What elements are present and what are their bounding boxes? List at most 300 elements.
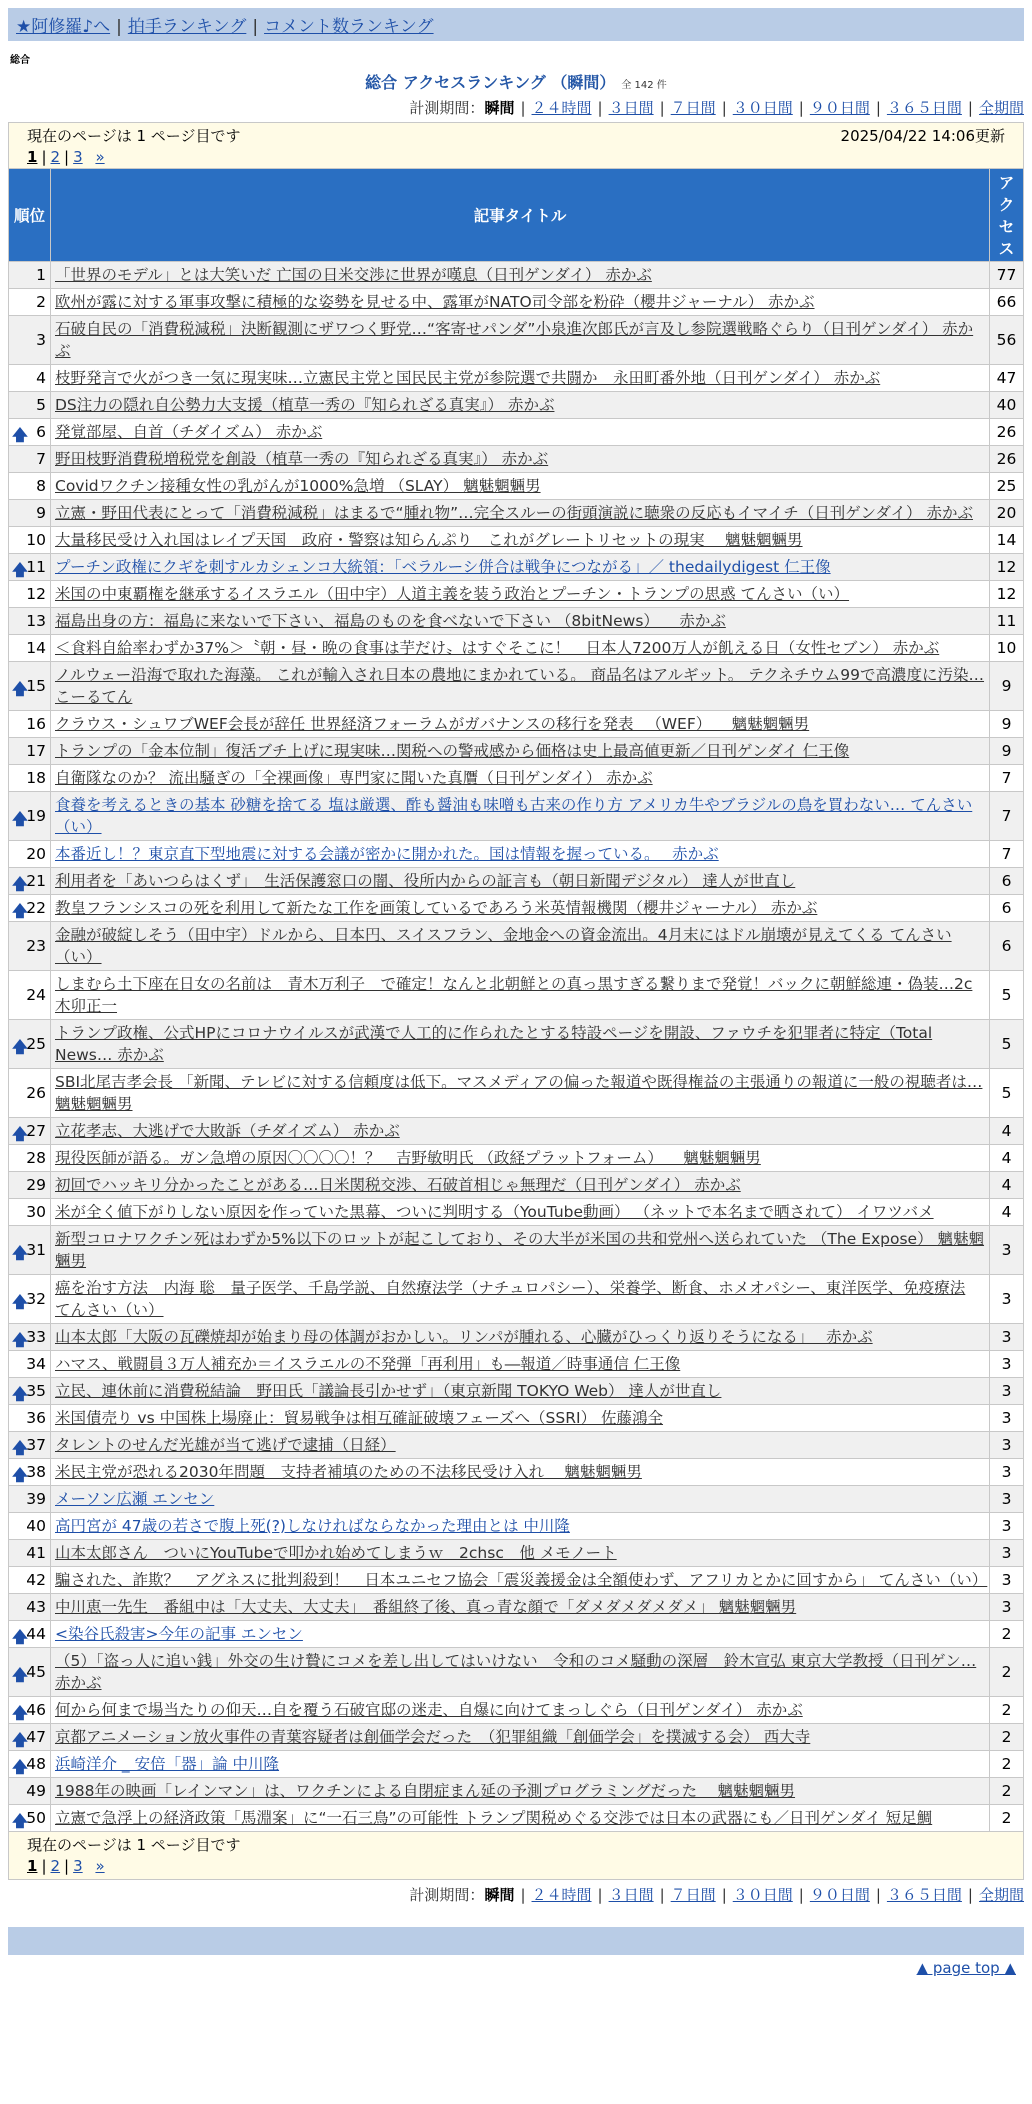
title-cell	[51, 1226, 990, 1275]
total-count: 全 142 件	[621, 80, 667, 91]
pager-spacer	[87, 1857, 92, 1875]
rank-number: 33	[26, 1328, 46, 1346]
table-row	[9, 711, 1024, 738]
title-cell	[51, 1459, 990, 1486]
table-row	[9, 662, 1024, 711]
table-row	[9, 922, 1024, 971]
rank-cell	[9, 792, 51, 841]
article-title-link[interactable]: 浜崎洋介 _ 安倍「器」論 中川隆	[55, 1755, 280, 1773]
article-title-link[interactable]: 騙された、詐欺？ アグネスに批判殺到！ 日本ユニセフ協会「震災義援金は全額使わず、アフリカとかに回すから」 てんさい（い）	[55, 1571, 988, 1589]
rank-cell	[9, 1594, 51, 1621]
rank-number: 40	[26, 1517, 46, 1535]
table-row	[9, 1621, 1024, 1648]
rank-number: 11	[26, 558, 46, 576]
article-title-link[interactable]: 何から何まで場当たりの仰天…自を覆う石破官邸の迷走、自爆に向けてまっしぐら（日刊ゲンダイ） 赤かぶ	[55, 1701, 803, 1719]
page-top-area	[8, 1955, 1024, 1981]
title-cell	[51, 554, 990, 581]
rank-number: 26	[26, 1084, 46, 1102]
title-cell	[51, 922, 990, 971]
pager-link[interactable]: 3	[73, 148, 83, 166]
title-cell	[51, 971, 990, 1020]
period-link[interactable]: ３０日間	[732, 1886, 793, 1904]
period-link[interactable]: 全期間	[978, 1886, 1024, 1904]
rank-number: 9	[36, 504, 46, 522]
table-row	[9, 792, 1024, 841]
table-row	[9, 316, 1024, 365]
rank-cell	[9, 1405, 51, 1432]
table-row	[9, 1324, 1024, 1351]
article-title-link[interactable]: 大量移民受け入れ国はレイプ天国 政府・警察は知らんぷり これがグレートリセットの現実 魑魅魍魎男	[55, 531, 803, 549]
rank-cell	[9, 1069, 51, 1118]
title-cell	[51, 711, 990, 738]
up-arrow-icon: 🡅	[12, 426, 28, 444]
article-title-link[interactable]: 初回でハッキリ分かったことがある…日米関税交渉、石破首相じゃ無理だ（日刊ゲンダイ） 赤かぶ	[55, 1176, 741, 1194]
title-cell	[51, 500, 990, 527]
title-cell	[51, 473, 990, 500]
rank-cell	[9, 1778, 51, 1805]
title-header: 記事タイトル	[51, 169, 990, 262]
footer-page-info-bar	[8, 1832, 1024, 1880]
access-count: 20	[990, 500, 1024, 527]
pager-current: 1	[27, 1857, 38, 1875]
pager-spacer	[87, 148, 92, 166]
rank-number: 2	[36, 293, 46, 311]
title-cell	[51, 1020, 990, 1069]
rank-number: 37	[26, 1436, 46, 1454]
article-title-link[interactable]: 立花孝志、大逃げで大敗訴（チダイズム） 赤かぶ	[55, 1122, 400, 1140]
up-arrow-icon: 🡅	[12, 1666, 28, 1684]
title-cell	[51, 608, 990, 635]
access-count: 6	[990, 868, 1024, 895]
article-title-link[interactable]: DS注力の隠れ自公勢力大支援（植草一秀の『知られざる真実』） 赤かぶ	[55, 396, 555, 414]
rank-cell	[9, 1486, 51, 1513]
article-title-link[interactable]: Covidワクチン接種女性の乳がんが1000%急増 （SLAY） 魑魅魍魎男	[55, 477, 541, 495]
up-arrow-icon: 🡅	[12, 1244, 28, 1262]
table-row	[9, 446, 1024, 473]
period-current: 瞬間	[484, 99, 515, 117]
article-title-link[interactable]: 米民主党が恐れる2030年問題 支持者補填のための不法移民受け入れ 魑魅魍魎男	[55, 1463, 642, 1481]
article-title-link[interactable]: 発覚部屋、自首（チダイズム） 赤かぶ	[55, 423, 323, 441]
title-cell	[51, 738, 990, 765]
rank-number: 24	[26, 986, 46, 1004]
title-cell	[51, 289, 990, 316]
bottom-band	[8, 1927, 1024, 1955]
table-row	[9, 738, 1024, 765]
access-count: 9	[990, 662, 1024, 711]
title-cell	[51, 446, 990, 473]
table-row	[9, 1513, 1024, 1540]
access-count: 3	[990, 1513, 1024, 1540]
period-link[interactable]: ３日間	[608, 1886, 654, 1904]
article-title-link[interactable]: トランプ政権、公式HPにコロナウイルスが武漢で人工的に作られたとする特設ページを開設、ファウチを犯罪者に特定（Total News… 赤かぶ	[55, 1024, 933, 1064]
article-title-link[interactable]: 本番近し！？東京直下型地震に対する会議が密かに開かれた。国は情報を握っている。 赤かぶ	[55, 845, 719, 863]
period-separator: |	[659, 99, 665, 117]
article-title-link[interactable]: メーソン広瀬 エンセン	[55, 1490, 215, 1508]
table-row	[9, 895, 1024, 922]
access-count: 12	[990, 554, 1024, 581]
access-count: 3	[990, 1351, 1024, 1378]
table-row	[9, 841, 1024, 868]
access-count: 5	[990, 1069, 1024, 1118]
article-title-link[interactable]: タレントのせんだ光雄が当て逃げで逮捕（日経）	[55, 1436, 396, 1454]
access-count: 3	[990, 1324, 1024, 1351]
article-title-link[interactable]: 現役医師が語る。ガン急増の原因〇〇〇〇！？ 吉野敏明氏 （政経プラットフォーム） 魑魅魍魎男	[55, 1149, 761, 1167]
article-title-link[interactable]: 中川恵一先生 番組中は「大丈夫、大丈夫」 番組終了後、真っ青な顔で「ダメダメダメダメ」 魑魅魍魎男	[55, 1598, 797, 1616]
period-separator: |	[659, 1886, 665, 1904]
article-title-link[interactable]: 1988年の映画「レインマン」は、ワクチンによる自閉症まん延の予測プログラミングだった 魑魅魍魎男	[55, 1782, 796, 1800]
article-title-link[interactable]: 欧州が露に対する軍事攻撃に積極的な姿勢を見せる中、露軍がNATO司令部を粉砕（櫻井ジャーナル） 赤かぶ	[55, 293, 815, 311]
rank-cell	[9, 868, 51, 895]
rank-number: 19	[26, 807, 46, 825]
period-link[interactable]: ３日間	[608, 99, 654, 117]
table-row	[9, 554, 1024, 581]
title-cell	[51, 581, 990, 608]
table-row	[9, 1751, 1024, 1778]
period-link[interactable]: ３６５日間	[886, 1886, 962, 1904]
access-count: 26	[990, 446, 1024, 473]
rank-cell	[9, 316, 51, 365]
period-link[interactable]: ３６５日間	[886, 99, 962, 117]
access-count: 2	[990, 1805, 1024, 1832]
period-separator: |	[721, 99, 727, 117]
access-count: 26	[990, 419, 1024, 446]
access-count: 6	[990, 922, 1024, 971]
article-title-link[interactable]: ハマス、戦闘員３万人補充か＝イスラエルの不発弾「再利用」も―報道／時事通信 仁王像	[55, 1355, 681, 1373]
access-count: 5	[990, 1020, 1024, 1069]
access-count: 56	[990, 316, 1024, 365]
table-row	[9, 1069, 1024, 1118]
article-title-link[interactable]: 高円宮が 47歳の若さで腹上死(?)しなければならなかった理由とは 中川隆	[55, 1517, 570, 1535]
period-selector	[8, 97, 1024, 118]
rank-number: 31	[26, 1241, 46, 1259]
table-row	[9, 419, 1024, 446]
rank-cell	[9, 500, 51, 527]
rank-number: 46	[26, 1701, 46, 1719]
rank-cell	[9, 1432, 51, 1459]
title-cell	[51, 868, 990, 895]
rank-number: 4	[36, 369, 46, 387]
period-separator: |	[520, 99, 526, 117]
period-label: 計測期間：	[409, 99, 485, 117]
period-separator: |	[721, 1886, 727, 1904]
article-title-link[interactable]: 「世界のモデル」とは大笑いだ 亡国の日米交渉に世界が嘆息（日刊ゲンダイ） 赤かぶ	[55, 266, 652, 284]
up-arrow-icon: 🡅	[12, 810, 28, 828]
title-cell	[51, 419, 990, 446]
title-cell	[51, 765, 990, 792]
footer-period-selector	[8, 1884, 1024, 1905]
title-cell	[51, 1751, 990, 1778]
rank-cell	[9, 1172, 51, 1199]
rank-number: 30	[26, 1203, 46, 1221]
rank-cell	[9, 738, 51, 765]
period-link[interactable]: ７日間	[670, 1886, 716, 1904]
table-row	[9, 1378, 1024, 1405]
title-cell	[51, 1118, 990, 1145]
rank-number: 16	[26, 715, 46, 733]
pager-separator: |	[41, 1857, 47, 1875]
up-arrow-icon: 🡅	[12, 1385, 28, 1403]
pager-next-link[interactable]: »	[95, 148, 105, 166]
access-count: 5	[990, 971, 1024, 1020]
nav-separator: |	[116, 17, 122, 37]
rank-number: 15	[26, 677, 46, 695]
applause-ranking-link[interactable]: 拍手ランキング	[127, 17, 247, 37]
access-count: 12	[990, 581, 1024, 608]
access-count: 3	[990, 1486, 1024, 1513]
rank-cell	[9, 1724, 51, 1751]
article-title-link[interactable]: 石破自民の「消費税減税」決断観測にザワつく野党…“客寄せパンダ”小泉進次郎氏が言及し参院選戦略ぐらり（日刊ゲンダイ） 赤かぶ	[55, 320, 974, 360]
rank-number: 12	[26, 585, 46, 603]
title-cell	[51, 1378, 990, 1405]
comment-ranking-link[interactable]: コメント数ランキング	[264, 17, 434, 37]
rank-number: 6	[36, 423, 46, 441]
title-cell	[51, 895, 990, 922]
rank-cell	[9, 392, 51, 419]
title-cell	[51, 1069, 990, 1118]
rank-cell	[9, 1621, 51, 1648]
title-cell	[51, 1567, 990, 1594]
article-title-link[interactable]: ノルウェー沿海で取れた海藻。 これが輸入され日本の農地にまかれている。 商品名はアルギット。 テクネチウム99で高濃度に汚染… こーるてん	[55, 666, 985, 706]
article-title-link[interactable]: 利用者を「あいつらはくず」 生活保護窓口の闇、役所内からの証言も（朝日新聞デジタル） 達人が世直し	[55, 872, 796, 890]
rank-cell	[9, 1648, 51, 1697]
article-title-link[interactable]: 食養を考えるときの基本 砂糖を捨てる 塩は厳選、酢も醤油も味噌も古来の作り方 アメリカ牛やブラジルの鳥を買わない… てんさい（い）	[55, 796, 973, 836]
period-separator: |	[520, 1886, 526, 1904]
rank-cell	[9, 1751, 51, 1778]
rank-number: 27	[26, 1122, 46, 1140]
pager-link[interactable]: 2	[50, 1857, 61, 1875]
rank-cell	[9, 473, 51, 500]
up-arrow-icon: 🡅	[12, 1466, 28, 1484]
updated-time: 2025/04/22 14:06更新	[840, 127, 1005, 145]
article-title-link[interactable]: <染谷氏殺害>今年の記事 エンセン	[55, 1625, 303, 1643]
access-count: 7	[990, 841, 1024, 868]
table-row	[9, 1540, 1024, 1567]
period-current: 瞬間	[484, 1886, 515, 1904]
table-row	[9, 1697, 1024, 1724]
article-title-link[interactable]: 京都アニメーション放火事件の青葉容疑者は創価学会だった （犯罪組織「創価学会」を撲滅する会） 西大寺	[55, 1728, 811, 1746]
period-link[interactable]: ２４時間	[531, 99, 592, 117]
title-cell	[51, 262, 990, 289]
table-row	[9, 1226, 1024, 1275]
period-link[interactable]: 全期間	[978, 99, 1024, 117]
rank-cell	[9, 1226, 51, 1275]
rank-cell	[9, 262, 51, 289]
table-row	[9, 527, 1024, 554]
table-row	[9, 262, 1024, 289]
period-link[interactable]: ９０日間	[809, 1886, 870, 1904]
article-title-link[interactable]: 立憲で急浮上の経済政策「馬淵案」に“一石三鳥”の可能性 トランプ関税めぐる交渉では日本の武器にも／日刊ゲンダイ 短足鯛	[55, 1809, 933, 1827]
access-count: 4	[990, 1145, 1024, 1172]
page-top-link[interactable]: ▲ page top ▲	[916, 1959, 1016, 1977]
title-cell	[51, 662, 990, 711]
rank-cell	[9, 1540, 51, 1567]
table-row	[9, 1648, 1024, 1697]
article-title-link[interactable]: 立憲・野田代表にとって「消費税減税」はまるで“腫れ物”…完全スルーの街頭演説に聴衆の反応もイマイチ（日刊ゲンダイ） 赤かぶ	[55, 504, 973, 522]
access-count: 14	[990, 527, 1024, 554]
access-count: 3	[990, 1540, 1024, 1567]
table-row	[9, 473, 1024, 500]
period-separator: |	[967, 99, 973, 117]
article-title-link[interactable]: 米国債売り vs 中国株上場廃止：貿易戦争は相互確証破壊フェーズへ（SSRI） 佐藤鴻全	[55, 1409, 664, 1427]
article-title-link[interactable]: 枝野発言で火がつき一気に現実味…立憲民主党と国民民主党が参院選で共闘か 永田町番外地（日刊ゲンダイ） 赤かぶ	[55, 369, 881, 387]
access-header: アクセス	[990, 169, 1024, 262]
top-navigation	[8, 8, 1024, 41]
table-row	[9, 1145, 1024, 1172]
pager-link[interactable]: 2	[50, 148, 61, 166]
article-title-link[interactable]: 癌を治す方法 内海 聡 量子医学、千島学説、自然療法学（ナチュロパシー）、栄養学、断食、ホメオパシー、東洋医学、免疫療法 てんさい（い）	[55, 1279, 966, 1319]
rank-number: 14	[26, 639, 46, 657]
table-row	[9, 1594, 1024, 1621]
access-count: 9	[990, 738, 1024, 765]
rank-cell	[9, 608, 51, 635]
access-count: 2	[990, 1697, 1024, 1724]
pager-link[interactable]: 3	[73, 1857, 83, 1875]
access-count: 3	[990, 1275, 1024, 1324]
article-title-link[interactable]: 立民、連休前に消費税結論 野田氏「議論長引かせず」（東京新聞 TOKYO Web） 達人が世直し	[55, 1382, 722, 1400]
up-arrow-icon: 🡅	[12, 1731, 28, 1749]
access-count: 4	[990, 1118, 1024, 1145]
table-row	[9, 1199, 1024, 1226]
period-link[interactable]: ３０日間	[732, 99, 793, 117]
rank-number: 18	[26, 769, 46, 787]
title-cell	[51, 1805, 990, 1832]
title-cell	[51, 527, 990, 554]
rank-number: 28	[26, 1149, 46, 1167]
rank-cell	[9, 527, 51, 554]
access-count: 47	[990, 365, 1024, 392]
access-count: 77	[990, 262, 1024, 289]
rank-cell	[9, 711, 51, 738]
table-row	[9, 1724, 1024, 1751]
table-row	[9, 971, 1024, 1020]
pager-next-link[interactable]: »	[95, 1857, 105, 1875]
title-cell	[51, 1199, 990, 1226]
article-title-link[interactable]: 新型コロナワクチン死はわずか5%以下のロットが起こしており、その大半が米国の共和党州へ送られていた （The Expose） 魑魅魍魎男	[55, 1230, 985, 1270]
up-arrow-icon: 🡅	[12, 1758, 28, 1776]
rank-number: 43	[26, 1598, 46, 1616]
rank-cell	[9, 289, 51, 316]
title-cell	[51, 1486, 990, 1513]
rank-number: 47	[26, 1728, 46, 1746]
table-row	[9, 1020, 1024, 1069]
access-count: 2	[990, 1751, 1024, 1778]
access-count: 3	[990, 1594, 1024, 1621]
access-count: 2	[990, 1648, 1024, 1697]
up-arrow-icon: 🡅	[12, 1812, 28, 1830]
article-title-link[interactable]: 野田枝野消費税増税党を創設（植草一秀の『知られざる真実』） 赤かぶ	[55, 450, 549, 468]
rank-cell	[9, 1145, 51, 1172]
rank-cell	[9, 1275, 51, 1324]
article-title-link[interactable]: 山本太郎「大阪の瓦礫焼却が始まり母の体調がおかしい。リンパが腫れる、心臓がひっくり返りそうになる」 赤かぶ	[55, 1328, 873, 1346]
title-cell	[51, 1145, 990, 1172]
home-link[interactable]: ★阿修羅♪へ	[16, 17, 111, 37]
table-row	[9, 500, 1024, 527]
rank-number: 36	[26, 1409, 46, 1427]
up-arrow-icon: 🡅	[12, 902, 28, 920]
title-cell	[51, 792, 990, 841]
rank-number: 25	[26, 1035, 46, 1053]
title-cell	[51, 1275, 990, 1324]
table-row	[9, 608, 1024, 635]
period-separator: |	[798, 1886, 804, 1904]
access-count: 3	[990, 1405, 1024, 1432]
rank-cell	[9, 419, 51, 446]
period-separator: |	[798, 99, 804, 117]
ranking-title: 総合 アクセスランキング （瞬間）	[365, 73, 616, 92]
period-link[interactable]: ７日間	[670, 99, 716, 117]
article-title-link[interactable]: 自衛隊なのか？ 流出騒ぎの「全裸画像」専門家に聞いた真贋（日刊ゲンダイ） 赤かぶ	[55, 769, 653, 787]
period-separator: |	[967, 1886, 973, 1904]
article-title-link[interactable]: 米が全く値下がりしない原因を作っていた黒幕、ついに判明する（YouTube動画） （ネットで本名まで晒されて） イワツバメ	[55, 1203, 934, 1221]
article-title-link[interactable]: ＜食料自給率わずか37%＞〝朝・昼・晩の食事は芋だけ〟はすぐそこに！ 日本人7200万人が飢える日（女性セブン） 赤かぶ	[55, 639, 940, 657]
title-cell	[51, 1621, 990, 1648]
article-title-link[interactable]: 山本太郎さん ついにYouTubeで叩かれ始めてしまうｗ 2chsc 他 メモノート	[55, 1544, 617, 1562]
table-row	[9, 392, 1024, 419]
article-title-link[interactable]: 教皇フランシスコの死を利用して新たな工作を画策しているであろう米英情報機関（櫻井ジャーナル） 赤かぶ	[55, 899, 818, 917]
title-cell	[51, 1778, 990, 1805]
rank-cell	[9, 971, 51, 1020]
access-count: 2	[990, 1621, 1024, 1648]
rank-cell	[9, 365, 51, 392]
article-title-link[interactable]: トランプの「金本位制」復活ブチ上げに現実味…関税への警戒感から価格は史上最高値更新／日刊ゲンダイ 仁王像	[55, 742, 850, 760]
table-row	[9, 1567, 1024, 1594]
period-link[interactable]: ２４時間	[531, 1886, 592, 1904]
period-separator: |	[875, 1886, 881, 1904]
rank-number: 22	[26, 899, 46, 917]
access-count: 66	[990, 289, 1024, 316]
rank-cell	[9, 1351, 51, 1378]
rank-cell	[9, 1199, 51, 1226]
period-link[interactable]: ９０日間	[809, 99, 870, 117]
rank-cell	[9, 922, 51, 971]
rank-cell	[9, 1378, 51, 1405]
title-cell	[51, 1432, 990, 1459]
rank-number: 17	[26, 742, 46, 760]
footer-pager	[27, 1857, 1005, 1875]
ranking-title-line	[8, 70, 1024, 93]
article-title-link[interactable]: SBI北尾吉孝会長 「新聞、テレビに対する信頼度は低下。マスメディアの偏った報道や既得権益の主張通りの報道に一般の視聴者は… 魑魅魍魎男	[55, 1073, 983, 1113]
access-count: 7	[990, 792, 1024, 841]
rank-number: 39	[26, 1490, 46, 1508]
access-count: 10	[990, 635, 1024, 662]
article-title-link[interactable]: プーチン政権にクギを刺すルカシェンコ大統領：「ベラルーシ併合は戦争につながる」／ thedailydigest 仁王像	[55, 558, 831, 576]
rank-number: 34	[26, 1355, 46, 1373]
access-count: 3	[990, 1432, 1024, 1459]
up-arrow-icon: 🡅	[12, 1704, 28, 1722]
rank-number: 45	[26, 1663, 46, 1681]
title-cell	[51, 365, 990, 392]
table-row	[9, 1351, 1024, 1378]
article-title-link[interactable]: クラウス・シュワブWEF会長が辞任 世界経済フォーラムがガバナンスの移行を発表 （WEF） 魑魅魍魎男	[55, 715, 810, 733]
table-row	[9, 289, 1024, 316]
article-title-link[interactable]: 福島出身の方：福島に来ないで下さい、福島のものを食べないで下さい （8bitNews） 赤かぶ	[55, 612, 726, 630]
title-cell	[51, 1405, 990, 1432]
title-cell	[51, 1513, 990, 1540]
rank-cell	[9, 1459, 51, 1486]
rank-cell	[9, 581, 51, 608]
access-count: 40	[990, 392, 1024, 419]
up-arrow-icon: 🡅	[12, 561, 28, 579]
article-title-link[interactable]: 米国の中東覇権を継承するイスラエル（田中宇）人道主義を装う政治とプーチン・トランプの思惑 てんさい（い）	[55, 585, 850, 603]
article-title-link[interactable]: しまむら土下座在日女の名前は 青木万利子 で確定！なんと北朝鮮との真っ黒すぎる繋りまで発覚！バックに朝鮮総連・偽装…2c 木卯正一	[55, 975, 973, 1015]
rank-number: 41	[26, 1544, 46, 1562]
article-title-link[interactable]: 金融が破綻しそう（田中宇）ドルから、日本円、スイスフラン、金地金への資金流出。4月末にはドル崩壊が見えてくる てんさい（い）	[55, 926, 952, 966]
access-count: 4	[990, 1199, 1024, 1226]
title-cell	[51, 1324, 990, 1351]
rank-number: 3	[36, 331, 46, 349]
rank-cell	[9, 1513, 51, 1540]
article-title-link[interactable]: （5）「盗っ人に追い銭」外交の生け贄にコメを差し出してはいけない 令和のコメ騒動の深層 鈴木宣弘 東京大学教授（日刊ゲン… 赤かぶ	[55, 1652, 977, 1692]
